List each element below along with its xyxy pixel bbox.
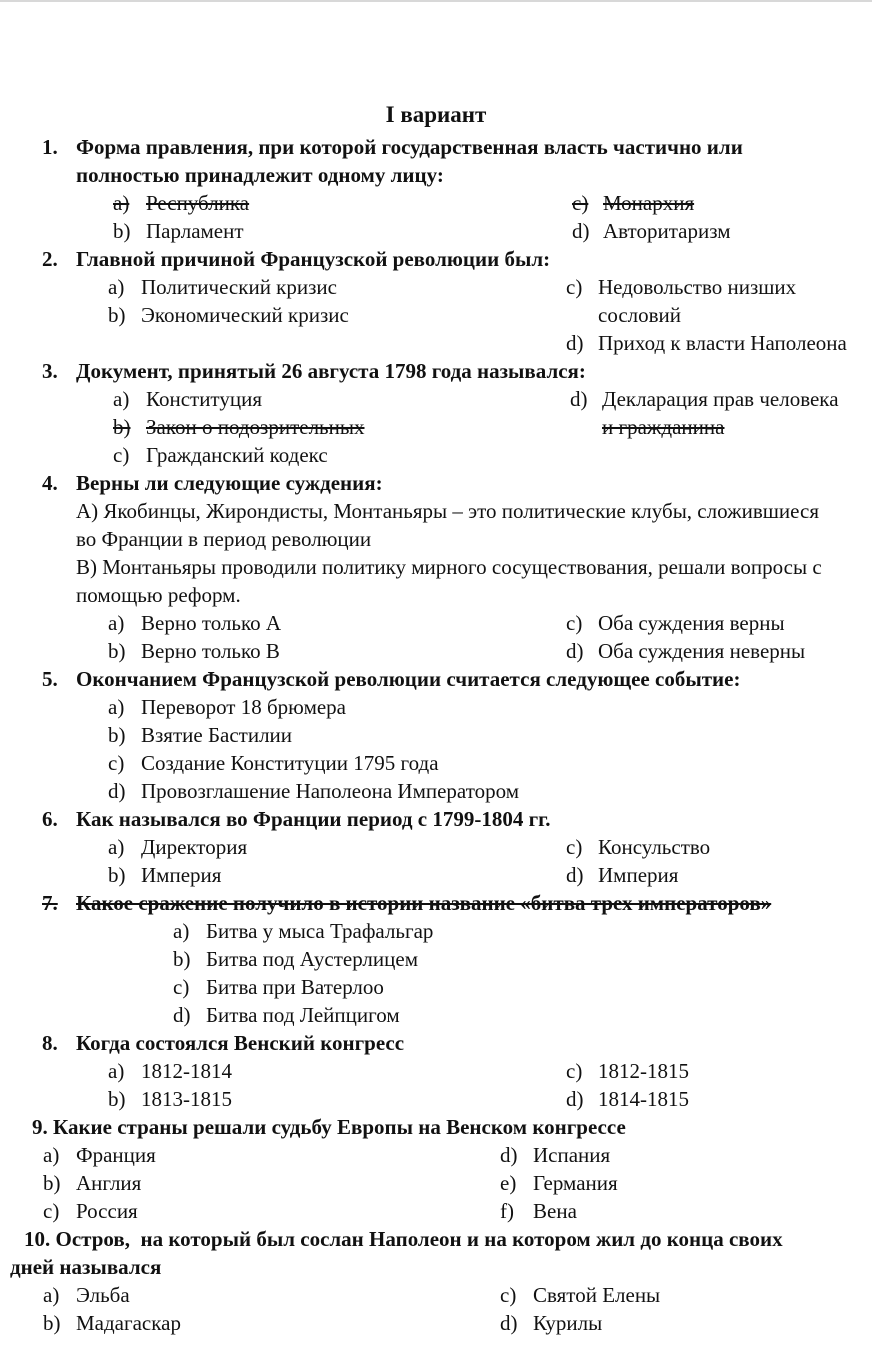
option-text: и гражданина — [602, 415, 725, 439]
option-label: a) — [43, 1283, 60, 1307]
option-text: Империя — [141, 863, 222, 887]
option-label: d) — [173, 1003, 191, 1027]
question-text: Когда состоялся Венский конгресс — [76, 1031, 405, 1055]
option-text: Битва под Лейпцигом — [206, 1003, 400, 1027]
option-text: Парламент — [146, 219, 244, 243]
option-text: Монархия — [603, 191, 695, 215]
option-text: Империя — [598, 863, 679, 887]
option-label: b) — [108, 1087, 126, 1111]
option-label: b) — [43, 1311, 61, 1335]
option-label: d) — [108, 779, 126, 803]
question-number: 1. — [42, 135, 58, 159]
option-text: Оба суждения неверны — [598, 639, 806, 663]
option-text: Битва у мыса Трафальгар — [206, 919, 434, 943]
option-label: d) — [566, 639, 584, 663]
option-text: Верно только В — [141, 639, 280, 663]
option-text: Битва при Ватерлоо — [206, 975, 384, 999]
option-label: c) — [566, 1059, 583, 1083]
option-text: Декларация прав человека — [602, 387, 839, 411]
option-label: c) — [108, 751, 125, 775]
option-label: d) — [570, 387, 588, 411]
option-label: a) — [108, 1059, 125, 1083]
option-label: b) — [113, 219, 131, 243]
option-label: d) — [566, 863, 584, 887]
option-label: c) — [43, 1199, 60, 1223]
question-number: 2. — [42, 247, 58, 271]
question-text: 10. Остров, на который был сослан Наполеон и на котором жил до конца своих — [24, 1227, 783, 1251]
question-number: 7. — [42, 891, 58, 915]
option-label: b) — [108, 863, 126, 887]
option-label: c) — [500, 1283, 517, 1307]
option-text: Англия — [76, 1171, 142, 1195]
option-text: 1814-1815 — [598, 1087, 689, 1111]
question-text: Верны ли следующие суждения: — [76, 471, 383, 495]
option-label: f) — [500, 1199, 514, 1223]
option-text: Консульство — [598, 835, 711, 859]
option-label: b) — [108, 723, 126, 747]
statement-text: помощью реформ. — [76, 583, 241, 607]
option-label: b) — [173, 947, 191, 971]
question-text: Как назывался во Франции период с 1799-1804 гг. — [76, 807, 551, 831]
option-label: a) — [173, 919, 190, 943]
option-label: d) — [500, 1311, 518, 1335]
option-text: Вена — [533, 1199, 577, 1223]
option-text: Битва под Аустерлицем — [206, 947, 418, 971]
option-label: d) — [572, 219, 590, 243]
question-text: Документ, принятый 26 августа 1798 года назывался: — [76, 359, 586, 383]
question-text: Главной причиной Французской революции был: — [76, 247, 551, 271]
question-number: 6. — [42, 807, 58, 831]
option-text: Экономический кризис — [141, 303, 349, 327]
statement-text: во Франции в период революции — [76, 527, 372, 551]
question-text: Какое сражение получило в истории название «битва трех императоров» — [76, 891, 772, 915]
option-text: Авторитаризм — [603, 219, 731, 243]
option-text: Закон о подозрительных — [146, 415, 365, 439]
option-text: Недовольство низших — [598, 275, 797, 299]
option-text: Германия — [533, 1171, 618, 1195]
option-text: Испания — [533, 1143, 611, 1167]
question-number: 4. — [42, 471, 58, 495]
option-label: c) — [173, 975, 190, 999]
question-text: Окончанием Французской революции считается следующее событие: — [76, 667, 741, 691]
option-text: Взятие Бастилии — [141, 723, 293, 747]
option-text: Конституция — [146, 387, 262, 411]
option-text: Создание Конституции 1795 года — [141, 751, 439, 775]
option-label: b) — [108, 303, 126, 327]
option-text: Приход к власти Наполеона — [598, 331, 847, 355]
option-text: Курилы — [533, 1311, 603, 1335]
option-label: a) — [113, 387, 130, 411]
option-text: Франция — [76, 1143, 156, 1167]
option-label: b) — [108, 639, 126, 663]
option-text: сословий — [598, 303, 682, 327]
option-text: Верно только А — [141, 611, 282, 635]
question-text: Форма правления, при которой государственная власть частично или — [76, 135, 743, 159]
statement-text: А) Якобинцы, Жирондисты, Монтаньяры – это политические клубы, сложившиеся — [76, 499, 819, 523]
statement-text: В) Монтаньяры проводили политику мирного сосуществования, решали вопросы с — [76, 555, 822, 579]
option-label: c) — [113, 443, 130, 467]
option-label: a) — [108, 695, 125, 719]
option-label: a) — [108, 275, 125, 299]
option-label: c) — [566, 835, 583, 859]
option-text: Святой Елены — [533, 1283, 661, 1307]
option-text: Директория — [141, 835, 248, 859]
option-label: a) — [43, 1143, 60, 1167]
option-label: b) — [113, 415, 131, 439]
option-text: Гражданский кодекс — [146, 443, 328, 467]
option-label: d) — [566, 1087, 584, 1111]
option-text: Россия — [76, 1199, 138, 1223]
option-text: Республика — [146, 191, 250, 215]
option-text: Мадагаскар — [76, 1311, 181, 1335]
option-label: a) — [113, 191, 130, 215]
option-text: 1812-1815 — [598, 1059, 689, 1083]
option-label: b) — [43, 1171, 61, 1195]
question-number: 3. — [42, 359, 58, 383]
question-text: 9. Какие страны решали судьбу Европы на Венском конгрессе — [32, 1115, 626, 1139]
question-text: дней назывался — [10, 1255, 162, 1279]
option-label: c) — [566, 611, 583, 635]
option-text: Эльба — [76, 1283, 130, 1307]
option-text: Политический кризис — [141, 275, 337, 299]
option-text: 1813-1815 — [141, 1087, 232, 1111]
option-label: e) — [500, 1171, 517, 1195]
option-label: c) — [572, 191, 589, 215]
option-label: a) — [108, 611, 125, 635]
option-label: d) — [566, 331, 584, 355]
top-border — [0, 0, 872, 2]
question-number: 8. — [42, 1031, 58, 1055]
option-label: a) — [108, 835, 125, 859]
option-label: d) — [500, 1143, 518, 1167]
variant-title: I вариант — [385, 102, 487, 127]
option-text: Провозглашение Наполеона Императором — [141, 779, 519, 803]
option-text: Переворот 18 брюмера — [141, 695, 347, 719]
question-text: полностью принадлежит одному лицу: — [76, 163, 444, 187]
option-text: 1812-1814 — [141, 1059, 232, 1083]
question-number: 5. — [42, 667, 58, 691]
option-text: Оба суждения верны — [598, 611, 785, 635]
option-label: c) — [566, 275, 583, 299]
